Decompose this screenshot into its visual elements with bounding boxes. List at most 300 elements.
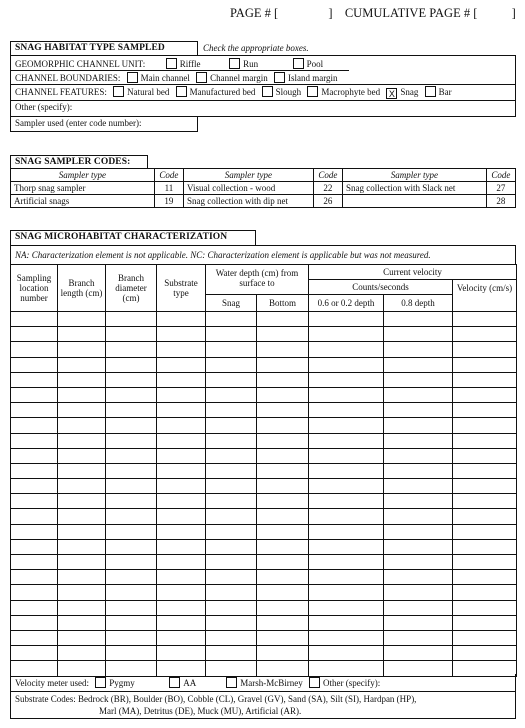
entry-cell[interactable] [106, 433, 157, 448]
macrophyte-bed-label: Macrophyte bed [321, 87, 381, 97]
entry-cell[interactable] [206, 387, 257, 402]
entry-cell[interactable] [453, 327, 517, 342]
entry-cell[interactable] [384, 615, 453, 630]
table-row [11, 433, 517, 448]
sampler-code-cell: 22 [313, 182, 342, 195]
entry-cell[interactable] [157, 418, 206, 433]
entry-cell[interactable] [157, 646, 206, 661]
entry-cell[interactable] [11, 555, 58, 570]
entry-cell[interactable] [11, 387, 58, 402]
entry-cell[interactable] [309, 509, 384, 524]
entry-cell[interactable] [257, 615, 309, 630]
entry-cell[interactable] [157, 342, 206, 357]
substrate-codes-box [10, 691, 516, 719]
entry-cell[interactable] [58, 433, 106, 448]
sampler-type-cell[interactable] [342, 195, 486, 208]
entry-cell[interactable] [453, 600, 517, 615]
entry-cell[interactable] [106, 555, 157, 570]
run-label: Run [243, 59, 259, 69]
entry-cell[interactable] [384, 357, 453, 372]
entry-cell[interactable] [384, 463, 453, 478]
bar-label: Bar [438, 87, 452, 97]
entry-cell[interactable] [106, 372, 157, 387]
entry-cell[interactable] [384, 312, 453, 327]
entry-cell[interactable] [257, 555, 309, 570]
entry-cell[interactable] [11, 570, 58, 585]
entry-cell[interactable] [58, 357, 106, 372]
entry-cell[interactable] [106, 418, 157, 433]
entry-cell[interactable] [309, 539, 384, 554]
entry-cell[interactable] [58, 403, 106, 418]
habitat-box [10, 55, 516, 117]
entry-cell[interactable] [157, 600, 206, 615]
entry-cell[interactable] [11, 403, 58, 418]
entry-cell[interactable] [257, 403, 309, 418]
entry-cell[interactable] [11, 509, 58, 524]
entry-cell[interactable] [309, 600, 384, 615]
entry-cell[interactable] [11, 494, 58, 509]
marsh-mcbirney-checkbox[interactable] [226, 677, 237, 688]
run-checkbox[interactable] [229, 58, 240, 69]
pool-checkbox[interactable] [293, 58, 304, 69]
entry-cell[interactable] [384, 509, 453, 524]
entry-cell[interactable] [206, 403, 257, 418]
sampler-codes-table [10, 168, 516, 208]
entry-cell[interactable] [309, 463, 384, 478]
codes-header-code: Code [154, 169, 183, 182]
entry-cell[interactable] [453, 539, 517, 554]
entry-cell[interactable] [309, 342, 384, 357]
entry-cell[interactable] [384, 418, 453, 433]
entry-cell[interactable] [206, 357, 257, 372]
entry-cell[interactable] [157, 630, 206, 645]
entry-cell[interactable] [206, 494, 257, 509]
entry-cell[interactable] [206, 448, 257, 463]
microhabitat-table [10, 264, 517, 677]
entry-cell[interactable] [309, 570, 384, 585]
entry-cell[interactable] [206, 630, 257, 645]
marsh-mcbirney-label: Marsh-McBirney [240, 678, 303, 688]
entry-cell[interactable] [309, 448, 384, 463]
entry-cell[interactable] [453, 646, 517, 661]
sampler-type-cell: Artificial snags [11, 195, 155, 208]
col-current-velocity: Current velocity [309, 265, 517, 280]
other-specify-label: Other (specify): [15, 102, 73, 112]
entry-cell[interactable] [257, 312, 309, 327]
entry-cell[interactable] [453, 494, 517, 509]
table-row [11, 463, 517, 478]
table-row [11, 570, 517, 585]
entry-cell[interactable] [257, 418, 309, 433]
entry-cell[interactable] [157, 524, 206, 539]
entry-cell[interactable] [453, 372, 517, 387]
entry-cell[interactable] [106, 524, 157, 539]
natural-bed-label: Natural bed [127, 87, 170, 97]
entry-cell[interactable] [157, 479, 206, 494]
entry-cell[interactable] [309, 418, 384, 433]
entry-cell[interactable] [453, 463, 517, 478]
entry-cell[interactable] [257, 357, 309, 372]
velocity-meter-row [10, 674, 516, 692]
entry-cell[interactable] [157, 494, 206, 509]
entry-cell[interactable] [206, 570, 257, 585]
sampler-code-cell: 19 [154, 195, 183, 208]
table-row [11, 327, 517, 342]
entry-cell[interactable] [106, 327, 157, 342]
entry-cell[interactable] [384, 646, 453, 661]
boundaries-row [15, 72, 338, 83]
geomorphic-label: GEOMORPHIC CHANNEL UNIT: [15, 59, 146, 69]
entry-cell[interactable] [384, 524, 453, 539]
entry-cell[interactable] [11, 479, 58, 494]
entry-cell[interactable] [453, 433, 517, 448]
entry-cell[interactable] [106, 357, 157, 372]
entry-cell[interactable] [157, 509, 206, 524]
entry-cell[interactable] [106, 585, 157, 600]
sampler-type-cell: Visual collection - wood [184, 182, 314, 195]
geomorphic-row [15, 58, 323, 69]
main-channel-checkbox[interactable] [127, 72, 138, 83]
entry-cell[interactable] [257, 509, 309, 524]
natural-bed-checkbox[interactable] [113, 86, 124, 97]
entry-cell[interactable] [11, 615, 58, 630]
entry-cell[interactable] [58, 342, 106, 357]
entry-cell[interactable] [206, 312, 257, 327]
entry-cell[interactable] [58, 630, 106, 645]
entry-cell[interactable] [58, 418, 106, 433]
entry-cell[interactable] [157, 615, 206, 630]
sampler-type-cell: Thorp snag sampler [11, 182, 155, 195]
entry-cell[interactable] [453, 479, 517, 494]
col-velocity: Velocity (cm/s) [453, 280, 517, 312]
slough-label: Slough [275, 87, 302, 97]
entry-cell[interactable] [11, 600, 58, 615]
entry-cell[interactable] [309, 555, 384, 570]
entry-cell[interactable] [453, 403, 517, 418]
entry-cell[interactable] [257, 448, 309, 463]
entry-cell[interactable] [309, 585, 384, 600]
entry-cell[interactable] [106, 387, 157, 402]
entry-cell[interactable] [206, 509, 257, 524]
entry-cell[interactable] [106, 509, 157, 524]
entry-cell[interactable] [384, 372, 453, 387]
entry-cell[interactable] [206, 585, 257, 600]
table-row [11, 494, 517, 509]
entry-cell[interactable] [384, 570, 453, 585]
entry-cell[interactable] [384, 555, 453, 570]
table-row [11, 312, 517, 327]
entry-cell[interactable] [106, 646, 157, 661]
table-row [11, 539, 517, 554]
entry-cell[interactable] [58, 509, 106, 524]
entry-cell[interactable] [384, 448, 453, 463]
entry-cell[interactable] [257, 524, 309, 539]
bar-checkbox[interactable] [425, 86, 436, 97]
habitat-instruction: Check the appropriate boxes. [203, 43, 309, 53]
entry-cell[interactable] [58, 570, 106, 585]
sampler-type-cell: Snag collection with Slack net [342, 182, 486, 195]
entry-cell[interactable] [106, 615, 157, 630]
manufactured-bed-label: Manufactured bed [189, 87, 256, 97]
entry-cell[interactable] [384, 387, 453, 402]
entry-cell[interactable] [11, 448, 58, 463]
entry-cell[interactable] [309, 646, 384, 661]
cumulative-page-close: ] [511, 6, 516, 20]
entry-cell[interactable] [11, 327, 58, 342]
table-row [11, 585, 517, 600]
entry-cell[interactable] [106, 403, 157, 418]
entry-cell[interactable] [106, 342, 157, 357]
channel-margin-checkbox[interactable] [196, 72, 207, 83]
entry-cell[interactable] [309, 433, 384, 448]
snag-label: Snag [400, 87, 419, 97]
entry-cell[interactable] [384, 630, 453, 645]
substrate-codes-line2: Marl (MA), Detritus (DE), Muck (MU), Artificial (AR). [99, 706, 302, 716]
micro-note-box [10, 245, 516, 265]
entry-cell[interactable] [106, 630, 157, 645]
pool-label: Pool [306, 59, 324, 69]
pygmy-label: Pygmy [109, 678, 135, 688]
entry-cell[interactable] [453, 312, 517, 327]
entry-cell[interactable] [157, 463, 206, 478]
entry-cell[interactable] [106, 539, 157, 554]
entry-cell[interactable] [309, 387, 384, 402]
entry-cell[interactable] [453, 570, 517, 585]
entry-cell[interactable] [257, 327, 309, 342]
entry-cell[interactable] [58, 555, 106, 570]
entry-cell[interactable] [257, 585, 309, 600]
table-row [11, 555, 517, 570]
entry-cell[interactable] [106, 463, 157, 478]
entry-cell[interactable] [58, 372, 106, 387]
table-row [11, 630, 517, 645]
entry-cell[interactable] [157, 448, 206, 463]
entry-cell[interactable] [157, 357, 206, 372]
entry-cell[interactable] [11, 585, 58, 600]
entry-cell[interactable] [453, 615, 517, 630]
entry-cell[interactable] [11, 342, 58, 357]
entry-cell[interactable] [58, 615, 106, 630]
entry-cell[interactable] [157, 570, 206, 585]
table-row [11, 524, 517, 539]
entry-cell[interactable] [58, 479, 106, 494]
table-row [11, 357, 517, 372]
col-snag: Snag [206, 295, 257, 312]
table-row [11, 403, 517, 418]
riffle-label: Riffle [179, 59, 201, 69]
entry-cell[interactable] [453, 418, 517, 433]
entry-cell[interactable] [453, 555, 517, 570]
entry-cell[interactable] [58, 524, 106, 539]
boundaries-label: CHANNEL BOUNDARIES: [15, 73, 121, 83]
entry-cell[interactable] [11, 357, 58, 372]
entry-cell[interactable] [384, 403, 453, 418]
entry-cell[interactable] [11, 312, 58, 327]
entry-cell[interactable] [106, 448, 157, 463]
entry-cell[interactable] [309, 372, 384, 387]
sampler-used-label: Sampler used (enter code number): [15, 118, 142, 128]
entry-cell[interactable] [206, 600, 257, 615]
other-meter-checkbox[interactable] [309, 677, 320, 688]
col-bottom: Bottom [257, 295, 309, 312]
table-row [11, 182, 516, 195]
entry-cell[interactable] [58, 600, 106, 615]
entry-cell[interactable] [384, 479, 453, 494]
pygmy-checkbox[interactable] [95, 677, 106, 688]
entry-cell[interactable] [453, 448, 517, 463]
entry-cell[interactable] [106, 600, 157, 615]
entry-cell[interactable] [11, 524, 58, 539]
entry-cell[interactable] [11, 630, 58, 645]
entry-cell[interactable] [453, 509, 517, 524]
entry-cell[interactable] [11, 539, 58, 554]
substrate-codes-line1: Substrate Codes: Bedrock (BR), Boulder (BO), Cobble (CL), Gravel (GV), Sand (SA), Silt (SI), Hardpan (HP), [15, 694, 417, 704]
sampler-used-field[interactable] [10, 116, 198, 132]
entry-cell[interactable] [309, 494, 384, 509]
other-meter-label: Other (specify): [323, 678, 381, 688]
entry-cell[interactable] [206, 524, 257, 539]
table-row [11, 195, 516, 208]
entry-cell[interactable] [206, 615, 257, 630]
page-number-label: PAGE # [ [230, 6, 279, 20]
entry-cell[interactable] [453, 342, 517, 357]
entry-cell[interactable] [157, 539, 206, 554]
entry-cell[interactable] [157, 433, 206, 448]
entry-cell[interactable] [384, 433, 453, 448]
entry-cell[interactable] [453, 524, 517, 539]
entry-cell[interactable] [157, 403, 206, 418]
entry-cell[interactable] [309, 524, 384, 539]
col-sampling-location: Sampling location number [11, 265, 58, 312]
page-number-close: ] [328, 6, 333, 20]
entry-cell[interactable] [206, 539, 257, 554]
aa-checkbox[interactable] [169, 677, 180, 688]
island-margin-checkbox[interactable] [274, 72, 285, 83]
entry-cell[interactable] [257, 600, 309, 615]
col-branch-diameter: Branch diameter (cm) [106, 265, 157, 312]
entry-cell[interactable] [384, 327, 453, 342]
entry-cell[interactable] [384, 600, 453, 615]
entry-cell[interactable] [206, 418, 257, 433]
manufactured-bed-checkbox[interactable] [176, 86, 187, 97]
slough-checkbox[interactable] [262, 86, 273, 97]
entry-cell[interactable] [58, 327, 106, 342]
entry-cell[interactable] [257, 372, 309, 387]
entry-cell[interactable] [157, 372, 206, 387]
velocity-meter-label: Velocity meter used: [15, 678, 89, 688]
entry-cell[interactable] [453, 357, 517, 372]
entry-cell[interactable] [453, 630, 517, 645]
entry-cell[interactable] [157, 555, 206, 570]
sampler-type-cell: Snag collection with dip net [184, 195, 314, 208]
table-row [11, 387, 517, 402]
entry-cell[interactable] [257, 479, 309, 494]
macrophyte-bed-checkbox[interactable] [307, 86, 318, 97]
entry-cell[interactable] [206, 479, 257, 494]
entry-cell[interactable] [206, 342, 257, 357]
entry-cell[interactable] [206, 433, 257, 448]
entry-cell[interactable] [257, 630, 309, 645]
entry-cell[interactable] [206, 327, 257, 342]
table-row [11, 342, 517, 357]
col-depth-06: 0.6 or 0.2 depth [309, 295, 384, 312]
entry-cell[interactable] [11, 433, 58, 448]
entry-cell[interactable] [257, 539, 309, 554]
entry-cell[interactable] [309, 479, 384, 494]
entry-cell[interactable] [257, 463, 309, 478]
entry-cell[interactable] [257, 646, 309, 661]
entry-cell[interactable] [206, 646, 257, 661]
entry-cell[interactable] [58, 463, 106, 478]
entry-cell[interactable] [453, 387, 517, 402]
entry-cell[interactable] [453, 585, 517, 600]
entry-cell[interactable] [309, 403, 384, 418]
entry-cell[interactable] [157, 312, 206, 327]
entry-cell[interactable] [257, 387, 309, 402]
entry-cell[interactable] [58, 539, 106, 554]
channel-margin-label: Channel margin [210, 73, 268, 83]
entry-cell[interactable] [58, 646, 106, 661]
entry-cell[interactable] [157, 387, 206, 402]
entry-cell[interactable] [11, 418, 58, 433]
entry-cell[interactable] [206, 372, 257, 387]
entry-cell[interactable] [309, 357, 384, 372]
entry-cell[interactable] [206, 463, 257, 478]
riffle-checkbox[interactable] [166, 58, 177, 69]
entry-cell[interactable] [106, 312, 157, 327]
entry-cell[interactable] [384, 494, 453, 509]
entry-cell[interactable] [58, 387, 106, 402]
entry-cell[interactable] [257, 342, 309, 357]
entry-cell[interactable] [384, 342, 453, 357]
entry-cell[interactable] [384, 585, 453, 600]
features-row [15, 86, 452, 99]
col-water-depth: Water depth (cm) from surface to [206, 265, 309, 295]
snag-checkbox[interactable]: X [386, 88, 397, 99]
entry-cell[interactable] [157, 327, 206, 342]
table-row [11, 372, 517, 387]
entry-cell[interactable] [206, 555, 257, 570]
codes-header-code: Code [313, 169, 342, 182]
entry-cell[interactable] [309, 630, 384, 645]
entry-cell[interactable] [257, 433, 309, 448]
entry-cell[interactable] [11, 372, 58, 387]
entry-cell[interactable] [309, 312, 384, 327]
micro-note: NA: Characterization element is not applicable. NC: Characterization element is applicable but was not measured. [15, 250, 431, 260]
entry-cell[interactable] [157, 585, 206, 600]
features-label: CHANNEL FEATURES: [15, 87, 107, 97]
entry-cell[interactable] [11, 463, 58, 478]
entry-cell[interactable] [58, 494, 106, 509]
entry-cell[interactable] [309, 327, 384, 342]
entry-cell[interactable] [58, 585, 106, 600]
table-row [11, 479, 517, 494]
entry-cell[interactable] [58, 312, 106, 327]
entry-cell[interactable] [11, 646, 58, 661]
entry-cell[interactable] [257, 570, 309, 585]
entry-cell[interactable] [106, 494, 157, 509]
entry-cell[interactable] [58, 448, 106, 463]
entry-cell[interactable] [106, 570, 157, 585]
entry-cell[interactable] [384, 539, 453, 554]
entry-cell[interactable] [106, 479, 157, 494]
cumulative-page-label: CUMULATIVE PAGE # [ [344, 6, 478, 20]
entry-cell[interactable] [309, 615, 384, 630]
entry-cell[interactable] [257, 494, 309, 509]
col-depth-08: 0.8 depth [384, 295, 453, 312]
aa-label: AA [183, 678, 196, 688]
codes-header-type: Sampler type [184, 169, 314, 182]
